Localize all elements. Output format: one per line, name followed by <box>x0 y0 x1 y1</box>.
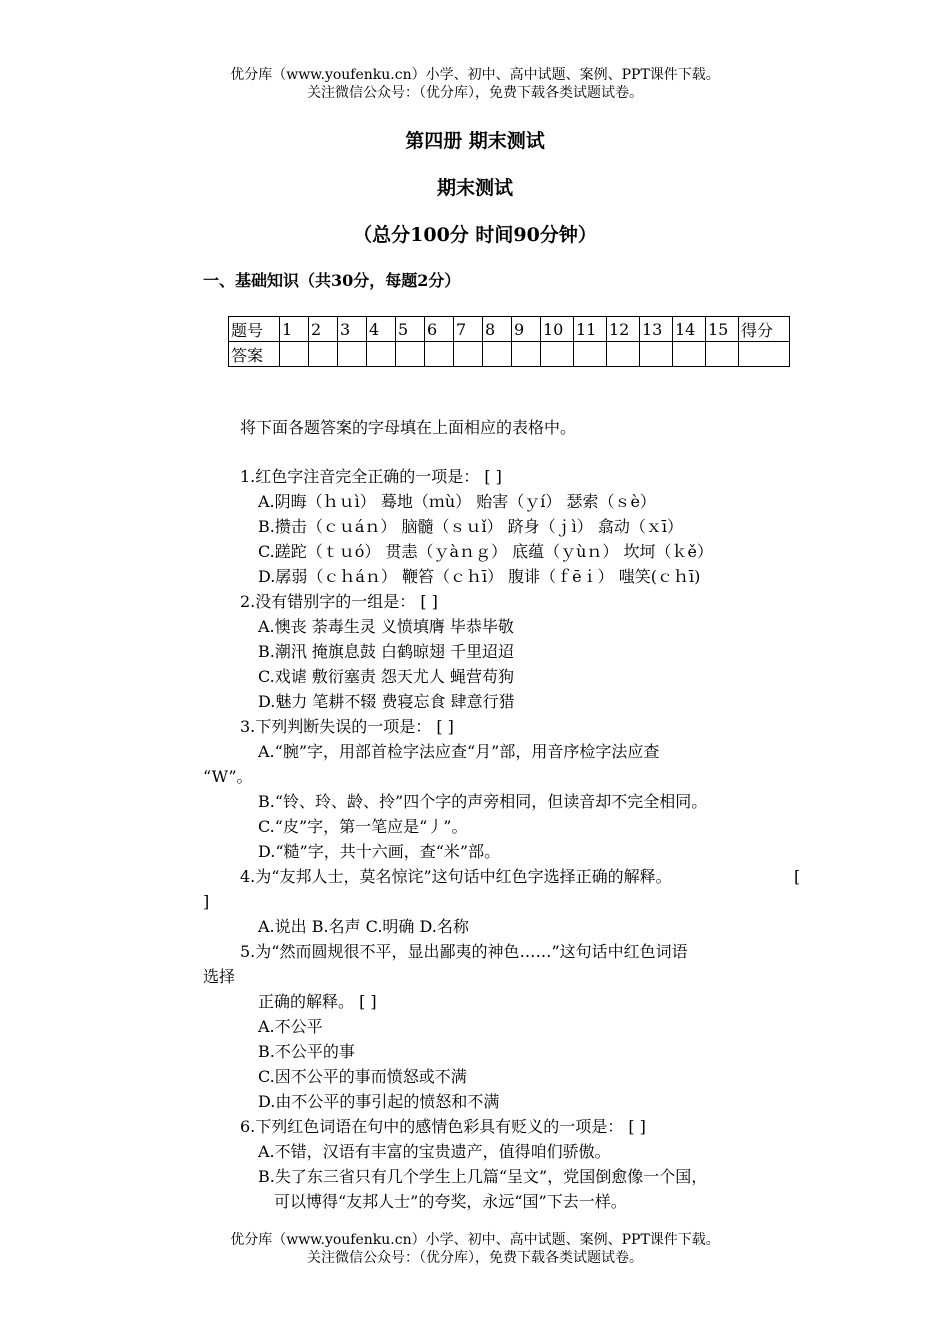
answer-cell[interactable] <box>607 342 640 367</box>
number-cell: 6 <box>425 317 454 342</box>
q4-options: A.说出 B.名声 C.明确 D.名称 <box>258 917 469 936</box>
q5-stem: 5.为“然而圆规很不平，显出鄙夷的神色……”这句话中红色词语 <box>240 942 688 961</box>
q2-option-a: A.懊丧 荼毒生灵 义愤填膺 毕恭毕敬 <box>258 617 514 636</box>
section-heading: 一、基础知识（共30分，每题2分） <box>203 271 461 290</box>
q5-option-a: A.不公平 <box>258 1017 323 1036</box>
q4-bracket-open: [ <box>794 867 801 886</box>
q1-option-c: C.蹉跎（ｔｕó） 贯恚（ｙàｎｇ） 底蕴（ｙùｎ） 坎坷（ｋě） <box>258 542 713 561</box>
q2-option-b: B.潮汛 掩旗息鼓 白鹤晾翅 千里迢迢 <box>258 642 515 661</box>
score-label-cell: 得分 <box>739 317 790 342</box>
number-cell: 3 <box>338 317 367 342</box>
q3-option-a: A.“腕”字，用部首检字法应查“月”部，用音序检字法应查 <box>258 742 660 761</box>
q1-stem: 1.红色字注音完全正确的一项是： [ ] <box>240 467 502 486</box>
number-cell: 8 <box>483 317 512 342</box>
answer-cell[interactable] <box>541 342 574 367</box>
score-cell[interactable] <box>739 342 790 367</box>
answer-label-cell: 答案 <box>229 342 280 367</box>
answer-row <box>229 342 790 367</box>
q6-option-b-continued: 可以博得“友邦人士”的夸奖，永远“国”下去一样。 <box>274 1192 627 1211</box>
instruction: 将下面各题答案的字母填在上面相应的表格中。 <box>240 418 577 437</box>
q6-option-a: A.不错，汉语有丰富的宝贵遗产，值得咱们骄傲。 <box>258 1142 611 1161</box>
header-line-1: 优分库（www.youfenku.cn）小学、初中、高中试题、案例、PPT课件下载。 <box>230 67 720 83</box>
q1-option-a: A.阴晦（ｈｕì） 蓦地（ｍù） 贻害（ｙí） 瑟索（ｓè） <box>258 492 656 511</box>
number-cell: 7 <box>454 317 483 342</box>
q5-stem-continued: 选择 <box>203 967 236 986</box>
q3-option-d: D.“糙”字，共十六画，查“米”部。 <box>258 842 501 861</box>
number-cell: 12 <box>607 317 640 342</box>
answer-cell[interactable] <box>574 342 607 367</box>
number-cell: 11 <box>574 317 607 342</box>
answer-cell[interactable] <box>640 342 673 367</box>
page-footer <box>0 1231 950 1267</box>
q3-option-c: C.“皮”字，第一笔应是“丿”。 <box>258 817 468 836</box>
answer-cell[interactable] <box>425 342 454 367</box>
number-cell: 4 <box>367 317 396 342</box>
q1-option-d: D.孱弱（ｃｈáｎ） 鞭笞（ｃｈī） 腹诽（ｆēｉ） 嗤笑(ｃｈī) <box>258 567 701 586</box>
number-cell: 9 <box>512 317 541 342</box>
q3-option-a-continued: “W”。 <box>203 767 253 786</box>
q3-stem: 3.下列判断失误的一项是： [ ] <box>240 717 454 736</box>
number-cell: 13 <box>640 317 673 342</box>
q2-option-c: C.戏谑 敷衍塞责 怨天尤人 蝇营苟狗 <box>258 667 515 686</box>
q2-stem: 2.没有错别字的一组是： [ ] <box>240 592 438 611</box>
answer-cell[interactable] <box>673 342 706 367</box>
question-number-row <box>229 317 790 342</box>
q5-stem-end: 正确的解释。 [ ] <box>258 992 377 1011</box>
answer-cell[interactable] <box>706 342 739 367</box>
answer-cell[interactable] <box>483 342 512 367</box>
number-cell: 14 <box>673 317 706 342</box>
q2-option-d: D.魅力 笔耕不辍 费寝忘食 肆意行猎 <box>258 692 515 711</box>
exam-title: 期末测试 <box>436 177 513 199</box>
answer-cell[interactable] <box>338 342 367 367</box>
page-header <box>0 66 950 102</box>
number-cell: 2 <box>309 317 338 342</box>
q5-option-d: D.由不公平的事引起的愤怒和不满 <box>258 1092 500 1111</box>
q5-option-b: B.不公平的事 <box>258 1042 355 1061</box>
q5-option-c: C.因不公平的事而愤怒或不满 <box>258 1067 467 1086</box>
answer-cell[interactable] <box>367 342 396 367</box>
q6-option-b: B.失了东三省只有几个学生上几篇“呈文”，党国倒愈像一个国， <box>258 1167 708 1186</box>
answer-cell[interactable] <box>309 342 338 367</box>
number-cell: 10 <box>541 317 574 342</box>
exam-info: （总分100分 时间90分钟） <box>353 224 597 246</box>
answer-cell[interactable] <box>512 342 541 367</box>
header-line-2: 关注微信公众号：（优分库），免费下载各类试题试卷。 <box>307 85 643 101</box>
number-cell: 1 <box>280 317 309 342</box>
answer-cell[interactable] <box>454 342 483 367</box>
answer-cell[interactable] <box>396 342 425 367</box>
q1-option-b: B.攒击（ｃｕáｎ） 脑髓（ｓｕǐ） 跻身（ｊì） 翕动（ｘī） <box>258 517 683 536</box>
answer-cell[interactable] <box>280 342 309 367</box>
q6-stem: 6.下列红色词语在句中的感情色彩具有贬义的一项是： [ ] <box>240 1117 646 1136</box>
answer-table <box>228 316 790 367</box>
q4-bracket-close: ] <box>203 892 210 911</box>
number-cell: 15 <box>706 317 739 342</box>
number-cell: 5 <box>396 317 425 342</box>
row-label-cell: 题号 <box>229 317 280 342</box>
book-title: 第四册 期末测试 <box>405 130 545 152</box>
q3-option-b: B.“铃、玲、龄、拎”四个字的声旁相同，但读音却不完全相同。 <box>258 792 708 811</box>
footer-line-1: 优分库（www.youfenku.cn）小学、初中、高中试题、案例、PPT课件下载。 <box>230 1232 720 1248</box>
q4-stem: 4.为“友邦人士，莫名惊诧”这句话中红色字选择正确的解释。 <box>240 867 672 886</box>
footer-line-2: 关注微信公众号：（优分库），免费下载各类试题试卷。 <box>307 1250 643 1266</box>
